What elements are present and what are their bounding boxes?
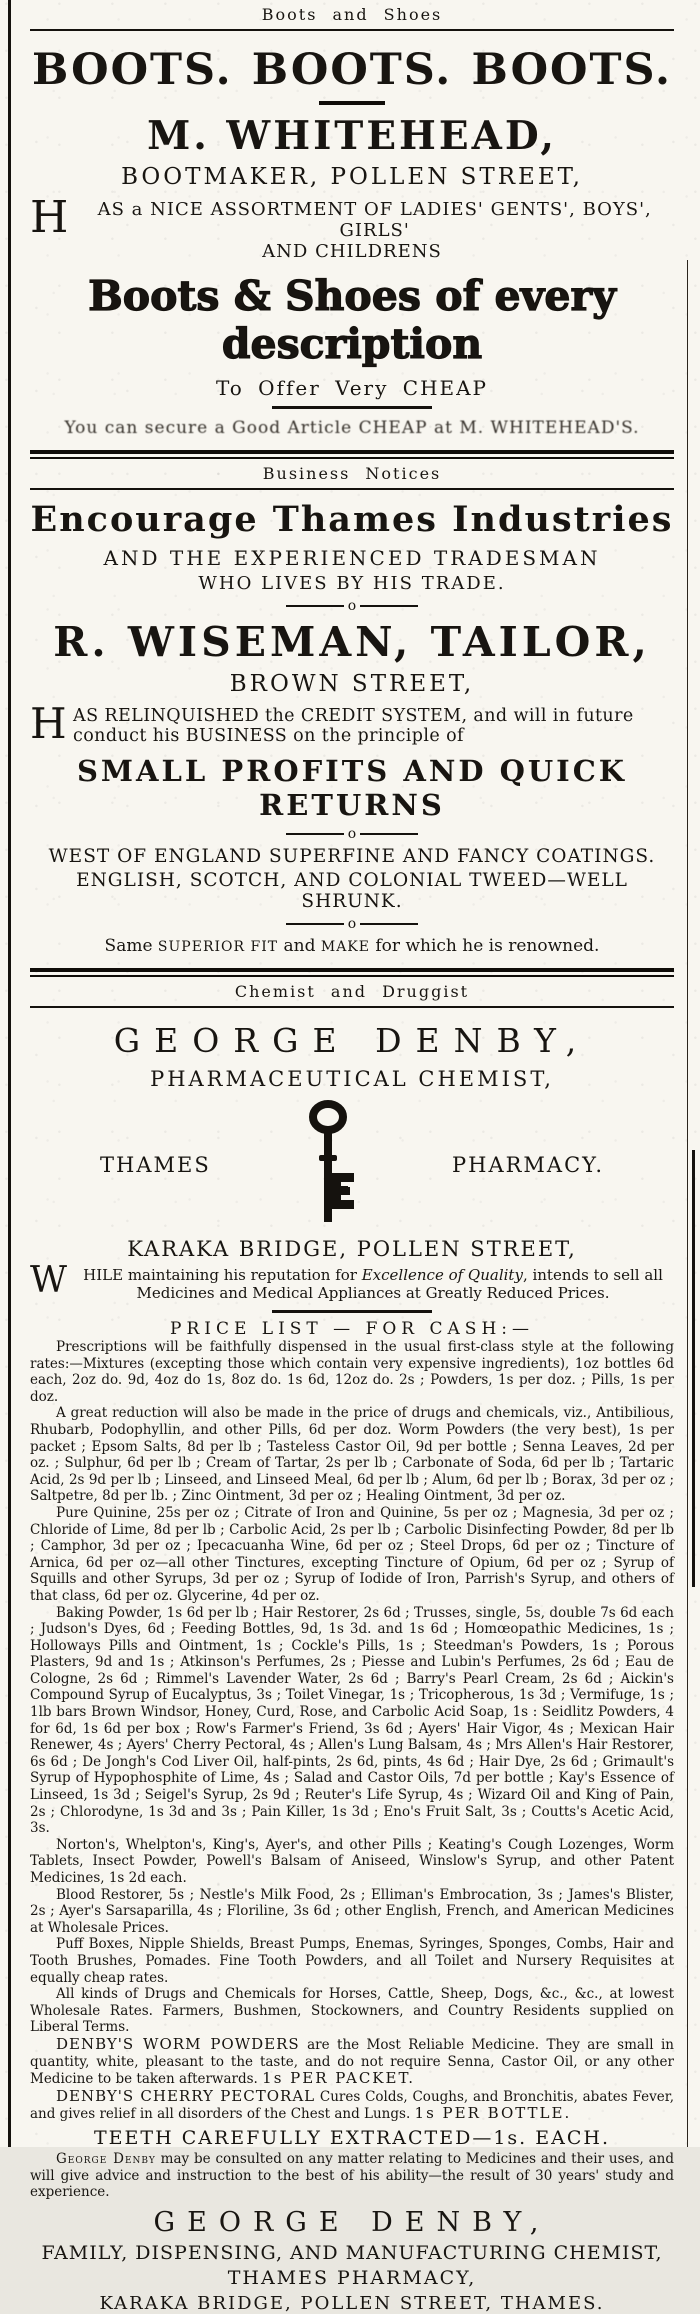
ornament-divider: o bbox=[30, 829, 674, 839]
dropcap-h: H bbox=[30, 699, 68, 748]
price-list-title: PRICE LIST — FOR CASH:— bbox=[170, 1319, 534, 1339]
dropcap-w: W bbox=[30, 1260, 68, 1301]
section-divider bbox=[30, 450, 674, 459]
assortment-line2: AND CHILDRENS bbox=[262, 241, 442, 262]
divider bbox=[30, 29, 674, 31]
section-header-business: Business Notices bbox=[262, 464, 442, 483]
wiseman-street: BROWN STREET, bbox=[229, 671, 475, 697]
footer-pharmacy-line: THAMES PHARMACY, bbox=[227, 2266, 477, 2289]
relinquish-paragraph bbox=[30, 699, 674, 748]
cherry-pectoral-paragraph: DENBY'S CHERRY PECTORAL Cures Colds, Coughs, and Bronchitis, abates Fever, and gives relief in all disorders of the Chest and Lungs. 1s PER BOTTLE. bbox=[30, 2086, 674, 2123]
price-paragraph: All kinds of Drugs and Chemicals for Horses, Cattle, Sheep, Dogs, &c., &c., at lowest Wholesale Rates. Farmers, Bushmen, Stockowners, and Country Residents supplied on Liberal Terms. bbox=[30, 1986, 674, 2036]
encourage-headline: Encourage Thames Industries bbox=[30, 499, 674, 540]
price-paragraph: A great reduction will also be made in the price of drugs and chemicals, viz., Antibilious, Rhubarb, Podophyllin, and other Pills, 6d per doz. Worm Powders (the very best), 1s per packet ; Epsom Salts, 8d per lb ; Tasteless Castor Oil, 9d per bottle ; Senna Leaves, 2d per oz. ; Sulphur, 6d per lb ; Cream of Tartar, 2s per lb ; Carbonate of Soda, 6d per lb ; Tartaric Acid, 2s 9d per lb ; Linseed, and Linseed Meal, 6d per lb ; Alum, 6d per lb ; Borax, 3d per oz ; Saltpetre, 8d per lb. ; Zinc Ointment, 3d per oz ; Healing Ointment, 3d per oz. bbox=[30, 1405, 674, 1505]
divider bbox=[30, 488, 674, 490]
boots-headline bbox=[32, 45, 672, 95]
boots-word: BOOTS. bbox=[32, 45, 233, 95]
boots-word: BOOTS. bbox=[471, 45, 672, 95]
worm-powders-paragraph: DENBY'S WORM POWDERS are the Most Reliable Medicine. They are small in quantity, white, pleasant to the taste, and do not require Senna, Castor Oil, or any other Medicine to be taken afterwards. 1s PER PACKET. bbox=[30, 2034, 675, 2088]
excellence-phrase: Excellence of Quality bbox=[361, 1266, 523, 1284]
headline-underline bbox=[319, 101, 385, 105]
dropcap-h: H bbox=[30, 192, 70, 243]
boots-shoes-banner: Boots & Shoes of every description bbox=[88, 272, 616, 368]
pharmacy-key-band bbox=[100, 1101, 604, 1229]
thames-word: THAMES bbox=[100, 1153, 211, 1177]
right-column-rule-thin bbox=[687, 260, 688, 2147]
ornament-divider: o bbox=[30, 919, 674, 929]
tweed-line: ENGLISH, SCOTCH, AND COLONIAL TWEED—WELL SHRUNK. bbox=[76, 870, 628, 912]
price-paragraph: Norton's, Whelpton's, King's, Ayer's, and other Pills ; Keating's Cough Lozenges, Worm Tablets, Insect Powder, Powell's Balsam of Aniseed, Winslow's Syrup, and other Patent Medicines, 1s 2d each. bbox=[30, 1836, 674, 1886]
denby-title: PHARMACEUTICAL CHEMIST, bbox=[150, 1067, 554, 1091]
price-paragraph: Puff Boxes, Nipple Shields, Breast Pumps, Enemas, Syringes, Sponges, Combs, Hair and Tooth Brushes, Pomades. Fine Tooth Powders, and all Toilet and Nursery Requisites at equally cheap rates. bbox=[30, 1936, 674, 1986]
karaka-address: KARAKA BRIDGE, POLLEN STREET, bbox=[127, 1237, 577, 1261]
trade-line: WHO LIVES BY HIS TRADE. bbox=[198, 573, 506, 594]
teeth-line: TEETH CAREFULLY EXTRACTED—1s. EACH. bbox=[94, 2126, 610, 2149]
key-icon bbox=[302, 1101, 360, 1229]
price-list-rule bbox=[272, 1310, 432, 1313]
left-column-rule bbox=[8, 0, 11, 2147]
section-header-chemist: Chemist and Druggist bbox=[234, 982, 470, 1001]
consult-block bbox=[30, 2151, 674, 2201]
footer-denby-name: GEORGE DENBY, bbox=[153, 2206, 551, 2238]
section-header-boots: Boots and Shoes bbox=[261, 5, 443, 24]
price-paragraph: Blood Restorer, 5s ; Nestle's Milk Food, 2s ; Elliman's Embrocation, 3s ; James's Blister, 2s ; Ayer's Sarsaparilla, 4s ; Floriline, 3s 6d ; other English, French, and American Medicines at Wholesale Prices. bbox=[30, 1886, 674, 1936]
pharmacy-word: PHARMACY. bbox=[452, 1153, 604, 1177]
right-column-rule-thick bbox=[692, 1150, 695, 1587]
fit-line: Same SUPERIOR FIT and MAKE for which he is renowned. bbox=[104, 936, 600, 956]
price-paragraph: Baking Powder, 1s 6d per lb ; Hair Restorer, 2s 6d ; Trusses, single, 5s, double 7s 6d each ; Judson's Dyes, 6d ; Feeding Bottles, 9d, 1s 3d. and 1s 6d ; Homœopathic Medicines, 1s ; Holloways Pills and Ointment, 1s ; Cockle's Pills, 1s ; Steedman's Powders, 1s ; Porous Plasters, 9d and 1s ; Atkinson's Perfumes, 2s ; Piesse and Lubin's Perfumes, 2s 6d ; Eau de Cologne, 2s 6d ; Rimmel's Lavender Water, 2s 6d ; Barry's Pearl Cream, 2s 6d ; Aickin's Compound Syrup of Eucalyptus, 3s ; Toilet Vinegar, 1s ; Tricopherous, 1s 3d ; Vermifuge, 1s ; 1lb bars Brown Windsor, Honey, Curd, Rose, and Carbolic Acid Soap, 1s : Seidlitz Powders, 4 for 6d, 1s 6d per box ; Row's Farmer's Friend, 3s 6d ; Ayers' Hair Vigor, 4s ; Mexican Hair Renewer, 4s ; Ayers' Cherry Pectoral, 4s ; Allen's Lung Balsam, 4s ; Mrs Allen's Hair Restorer, 6s 6d ; De Jongh's Cod Liver Oil, half-pints, 2s 6d, pints, 4s 6d ; Hair Dye, 2s 6d ; Grimault's Syrup of Hypophosphite of Lime, 4s ; Salad and Castor Oils, 7d per bottle ; Kay's Essence of Linseed, 1s 3d ; Seigel's Syrup, 2s 9d ; Reuter's Life Syrup, 4s ; Wizard Oil and King of Pain, 2s ; Chlorodyne, 1s 3d and 3s ; Pain Killer, 1s 3d ; Eno's Fruit Salt, 3s ; Coutts's Acetic Acid, 3s. bbox=[30, 1604, 674, 1837]
whitehead-slogan: You can secure a Good Article CHEAP at M. WHITEHEAD'S. bbox=[64, 418, 640, 438]
footer-chemist-line: FAMILY, DISPENSING, AND MANUFACTURING CHEMIST, bbox=[41, 2241, 663, 2264]
whitehead-subtitle: BOOTMAKER, POLLEN STREET, bbox=[121, 164, 583, 190]
boots-word: BOOTS. bbox=[251, 45, 453, 95]
relinquish-text: AS RELINQUISHED the CREDIT SYSTEM, and will in future conduct his BUSINESS on the principle of bbox=[73, 706, 634, 746]
coatings-line: WEST OF ENGLAND SUPERFINE AND FANCY COATINGS. bbox=[48, 846, 656, 867]
price-list bbox=[30, 1339, 674, 2123]
price-paragraph: Prescriptions will be faithfully dispensed in the usual first-class style at the following rates:—Mixtures (excepting those which contain very expensive ingredients), 1oz bottles 6d each, 2oz do. 9d, 4oz do 1s, 8oz do. 1s 6d, 12oz do. 2s ; Powders, 1s per doz. ; Pills, 1s per doz. bbox=[30, 1339, 674, 1405]
offer-underline bbox=[272, 406, 432, 409]
ornament-divider: o bbox=[30, 601, 674, 611]
whitehead-name: M. WHITEHEAD, bbox=[147, 113, 557, 159]
consult-paragraph: George Denby may be consulted on any matter relating to Medicines and their uses, and will give advice and instruction to the best of his ability—the result of 30 years' study and experience. bbox=[30, 2150, 674, 2201]
price-paragraph: Pure Quinine, 25s per oz ; Citrate of Iron and Quinine, 5s per oz ; Magnesia, 3d per oz ; Chloride of Lime, 8d per lb ; Carbolic Acid, 2s per lb ; Carbolic Disinfecting Powder, 8d per lb ; Camphor, 3d per oz ; Ipecacuanha Wine, 6d per oz ; Steel Drops, 6d per oz ; Tincture of Arnica, 6d per oz—all other Tinctures, excepting Tincture of Opium, 6d per oz ; Syrup of Squills and other Syrups, 3d per oz ; Syrup of Iodide of Iron, Parrish's Syrup, and others of that class, 6d per oz. Glycerine, 4d per oz. bbox=[30, 1504, 674, 1604]
offer-line: To Offer Very CHEAP bbox=[215, 376, 489, 400]
assortment-line1: AS a NICE ASSORTMENT OF LADIES' GENTS', BOYS', GIRLS' bbox=[97, 199, 652, 241]
footer-address-line: KARAKA BRIDGE, POLLEN STREET, THAMES. bbox=[99, 2292, 605, 2314]
profits-motto: SMALL PROFITS AND QUICK RETURNS bbox=[76, 754, 628, 822]
assortment-paragraph bbox=[30, 192, 674, 262]
wiseman-name: R. WISEMAN, TAILOR, bbox=[53, 618, 651, 666]
section-divider bbox=[30, 968, 674, 977]
divider bbox=[30, 1006, 674, 1008]
intro-paragraph: W HILE maintaining his reputation for Excellence of Quality, intends to sell all Medicines and Medical Appliances at Greatly Reduced Prices. bbox=[30, 1260, 663, 1302]
denby-name: GEORGE DENBY, bbox=[113, 1021, 591, 1060]
tradesman-line: AND THE EXPERIENCED TRADESMAN bbox=[103, 546, 601, 570]
